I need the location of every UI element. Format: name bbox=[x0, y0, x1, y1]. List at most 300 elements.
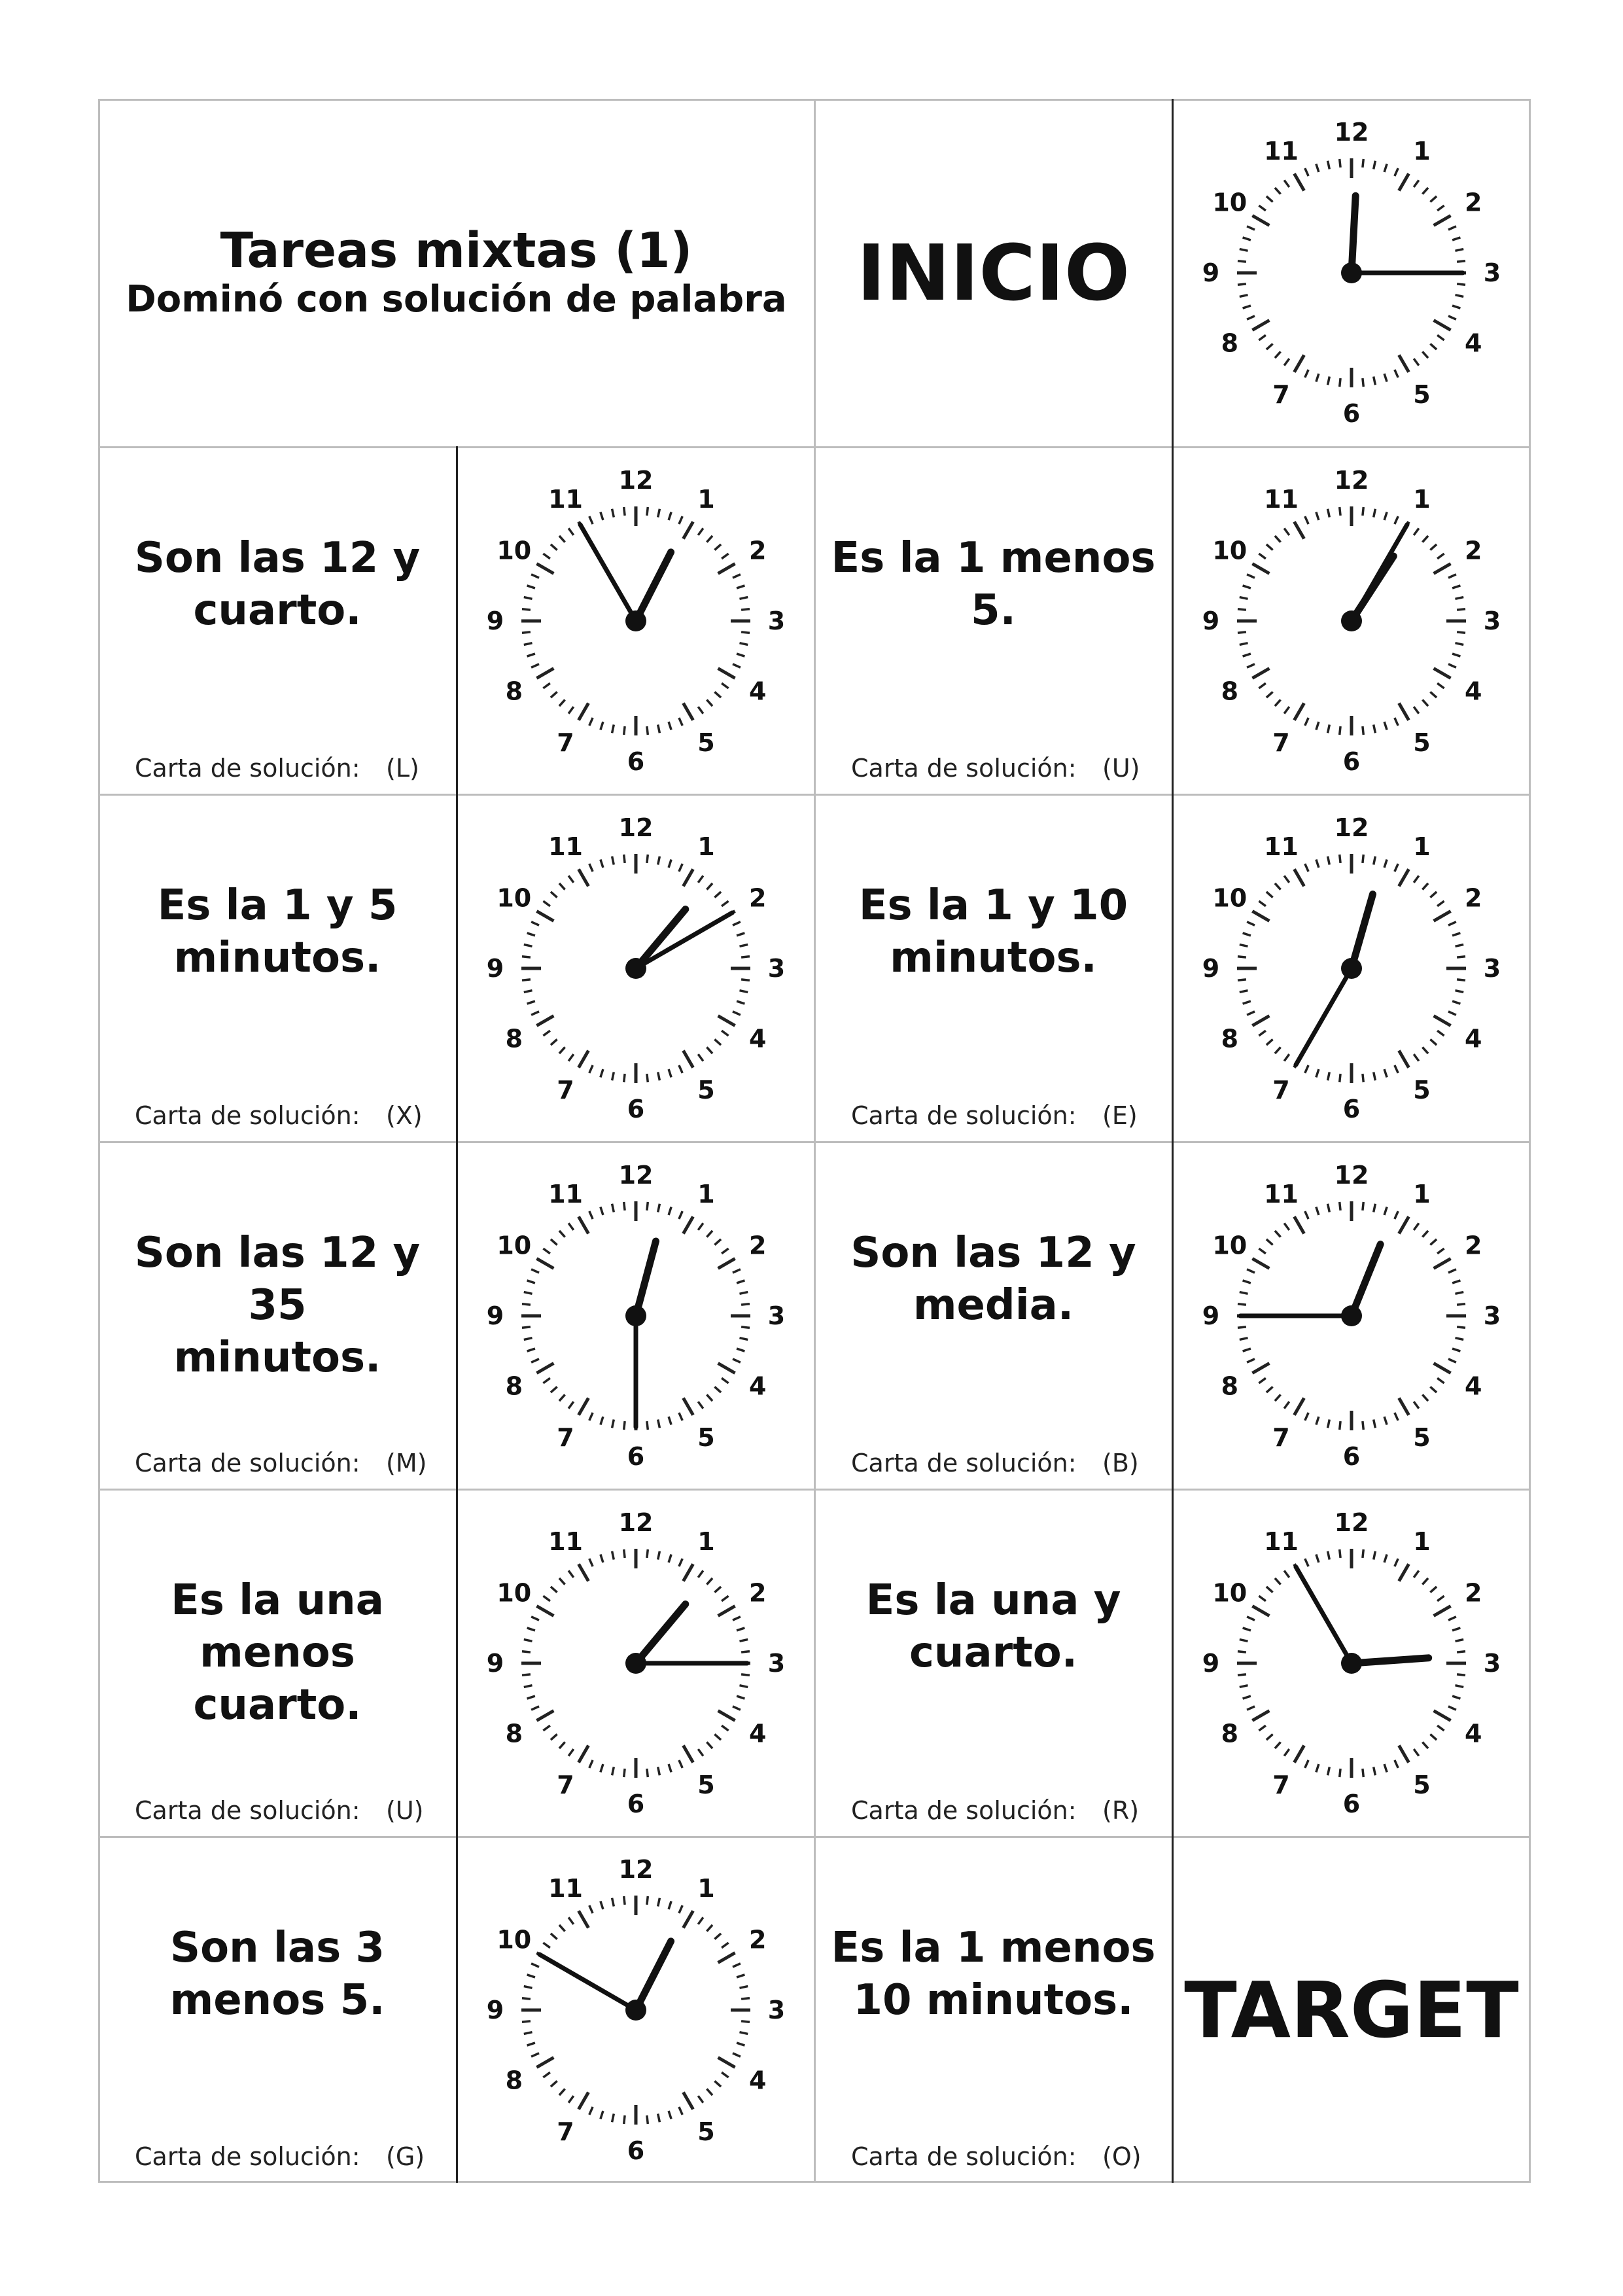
minute-tick bbox=[1374, 1203, 1376, 1212]
clock-center bbox=[1341, 1653, 1362, 1674]
minute-tick bbox=[646, 1421, 647, 1430]
minute-tick bbox=[739, 2032, 748, 2034]
minute-tick bbox=[1284, 359, 1289, 366]
minute-tick bbox=[623, 1074, 624, 1082]
minute-tick bbox=[1305, 370, 1308, 378]
minute-tick bbox=[1328, 856, 1330, 864]
solution-label: Carta de solución: bbox=[851, 1101, 1077, 1130]
hour-tick bbox=[1252, 668, 1269, 678]
minute-tick bbox=[733, 1011, 741, 1014]
clock-center bbox=[1341, 262, 1362, 283]
minute-tick bbox=[1437, 1725, 1444, 1731]
dial-number: 3 bbox=[1483, 258, 1501, 287]
minute-tick bbox=[1384, 722, 1387, 730]
clock-face bbox=[466, 1146, 806, 1486]
minute-tick bbox=[623, 1896, 624, 1905]
minute-tick bbox=[531, 1269, 539, 1272]
minute-tick bbox=[1437, 205, 1444, 211]
minute-tick bbox=[669, 1764, 671, 1772]
start-label: INICIO bbox=[856, 228, 1130, 318]
hour-tick bbox=[1252, 321, 1269, 330]
minute-tick bbox=[669, 1069, 671, 1077]
hour-hand bbox=[1352, 1244, 1380, 1315]
minute-tick bbox=[600, 1207, 602, 1214]
dial-number: 11 bbox=[548, 1179, 583, 1209]
minute-tick bbox=[522, 956, 531, 957]
hour-hand bbox=[636, 1241, 656, 1316]
minute-tick bbox=[612, 1898, 614, 1906]
minute-tick bbox=[722, 901, 729, 906]
hour-hand bbox=[636, 1941, 671, 2009]
minute-tick bbox=[1456, 643, 1464, 645]
domino-left-clock-5 bbox=[457, 1837, 814, 2183]
clock-center bbox=[625, 1653, 646, 1674]
minute-tick bbox=[1422, 351, 1428, 358]
domino-left-task-2 bbox=[98, 794, 457, 1142]
minute-tick bbox=[733, 2053, 741, 2056]
minute-hand bbox=[636, 913, 732, 968]
minute-tick bbox=[714, 2081, 721, 2087]
dial-number: 10 bbox=[1212, 1578, 1248, 1607]
hour-hand bbox=[636, 552, 671, 620]
minute-tick bbox=[600, 2111, 602, 2119]
minute-tick bbox=[1452, 1280, 1460, 1282]
dial-number: 3 bbox=[767, 1648, 785, 1678]
minute-tick bbox=[698, 1402, 703, 1409]
minute-tick bbox=[1437, 335, 1444, 340]
minute-tick bbox=[669, 1901, 671, 1909]
dial-number: 3 bbox=[767, 953, 785, 983]
solution-letter: (M) bbox=[386, 1449, 427, 1477]
dial-number: 9 bbox=[1202, 1301, 1220, 1330]
minute-tick bbox=[623, 1421, 624, 1430]
minute-tick bbox=[1395, 370, 1398, 378]
minute-tick bbox=[739, 597, 748, 599]
hour-tick bbox=[536, 1363, 553, 1373]
minute-tick bbox=[1395, 1413, 1398, 1421]
minute-tick bbox=[559, 1578, 565, 1584]
minute-tick bbox=[737, 2043, 744, 2045]
minute-tick bbox=[737, 585, 744, 588]
minute-tick bbox=[589, 2107, 592, 2115]
minute-tick bbox=[1259, 1596, 1266, 1601]
minute-tick bbox=[1275, 535, 1281, 542]
hour-tick bbox=[1252, 1016, 1269, 1025]
minute-tick bbox=[1328, 1419, 1330, 1428]
minute-tick bbox=[543, 1725, 550, 1731]
minute-tick bbox=[1316, 374, 1319, 381]
minute-tick bbox=[1243, 306, 1251, 308]
hour-hand bbox=[1352, 556, 1393, 621]
hour-tick bbox=[1252, 1363, 1269, 1373]
clock-face bbox=[1181, 798, 1522, 1139]
solution-letter: (L) bbox=[386, 754, 419, 783]
minute-tick bbox=[739, 944, 748, 946]
minute-tick bbox=[1275, 883, 1281, 889]
minute-tick bbox=[1243, 932, 1251, 935]
hour-tick bbox=[718, 1016, 735, 1025]
minute-tick bbox=[722, 1031, 729, 1036]
minute-tick bbox=[1457, 631, 1465, 632]
minute-tick bbox=[1422, 1742, 1428, 1748]
minute-tick bbox=[1275, 1394, 1281, 1401]
hour-tick bbox=[536, 2057, 553, 2067]
minute-tick bbox=[623, 1202, 624, 1210]
hour-tick bbox=[1252, 563, 1269, 573]
minute-tick bbox=[733, 574, 741, 577]
minute-tick bbox=[646, 1549, 647, 1558]
minute-tick bbox=[669, 722, 671, 730]
minute-tick bbox=[1414, 1054, 1419, 1061]
minute-tick bbox=[1430, 544, 1437, 550]
minute-tick bbox=[1284, 1749, 1289, 1756]
hour-tick bbox=[1295, 355, 1304, 372]
minute-tick bbox=[1374, 724, 1376, 733]
minute-tick bbox=[733, 1358, 741, 1362]
minute-tick bbox=[600, 1417, 602, 1424]
dial-number: 7 bbox=[1272, 380, 1290, 410]
minute-tick bbox=[733, 663, 741, 667]
dial-number: 1 bbox=[1413, 136, 1431, 166]
minute-tick bbox=[589, 1413, 592, 1421]
minute-tick bbox=[1266, 544, 1273, 550]
domino-right-clock-4 bbox=[1172, 1489, 1531, 1837]
hour-tick bbox=[1399, 173, 1409, 190]
minute-tick bbox=[522, 1303, 531, 1304]
minute-tick bbox=[1452, 654, 1460, 656]
minute-tick bbox=[531, 2053, 539, 2056]
minute-tick bbox=[1395, 1065, 1398, 1073]
minute-tick bbox=[523, 1337, 532, 1339]
minute-tick bbox=[568, 528, 574, 535]
minute-tick bbox=[1284, 1054, 1289, 1061]
hour-tick bbox=[718, 1710, 735, 1720]
dial-number: 4 bbox=[748, 1024, 766, 1053]
minute-tick bbox=[1284, 528, 1289, 535]
dial-number: 5 bbox=[1413, 1075, 1431, 1104]
solution-label: Carta de solución: bbox=[851, 1449, 1077, 1477]
minute-tick bbox=[1414, 707, 1419, 714]
dial-number: 8 bbox=[1221, 1371, 1239, 1400]
minute-tick bbox=[1328, 377, 1330, 385]
hour-tick bbox=[683, 2092, 693, 2109]
minute-tick bbox=[669, 1554, 671, 1562]
minute-tick bbox=[1374, 1767, 1376, 1775]
minute-tick bbox=[550, 544, 557, 550]
dial-number: 11 bbox=[548, 1527, 583, 1556]
minute-tick bbox=[714, 544, 721, 550]
minute-tick bbox=[1452, 585, 1460, 588]
minute-tick bbox=[1395, 718, 1398, 726]
minute-tick bbox=[531, 1963, 539, 1966]
minute-tick bbox=[1374, 1072, 1376, 1080]
minute-tick bbox=[678, 1211, 682, 1219]
minute-tick bbox=[1374, 508, 1376, 517]
minute-tick bbox=[1243, 238, 1251, 240]
dial-number: 5 bbox=[1413, 380, 1431, 410]
clock-center bbox=[625, 610, 646, 631]
minute-tick bbox=[698, 528, 703, 535]
hour-tick bbox=[1434, 563, 1451, 573]
minute-tick bbox=[707, 1742, 712, 1748]
minute-tick bbox=[1414, 1402, 1419, 1409]
minute-tick bbox=[531, 574, 539, 577]
minute-tick bbox=[523, 1685, 532, 1687]
minute-tick bbox=[698, 1749, 703, 1756]
minute-tick bbox=[714, 1933, 721, 1939]
hour-tick bbox=[718, 2057, 735, 2067]
minute-tick bbox=[1384, 512, 1387, 520]
hour-tick bbox=[578, 1050, 588, 1067]
clock-center bbox=[625, 958, 646, 979]
dial-number: 4 bbox=[748, 1719, 766, 1748]
minute-tick bbox=[714, 1734, 721, 1740]
dial-number: 11 bbox=[548, 484, 583, 514]
minute-tick bbox=[1457, 261, 1465, 262]
minute-tick bbox=[550, 1386, 557, 1392]
minute-tick bbox=[543, 1943, 550, 1948]
hour-tick bbox=[1434, 216, 1451, 226]
minute-tick bbox=[1328, 161, 1330, 169]
minute-tick bbox=[568, 1917, 574, 1924]
minute-tick bbox=[1414, 528, 1419, 535]
minute-tick bbox=[657, 2113, 659, 2122]
minute-tick bbox=[669, 2111, 671, 2119]
hour-tick bbox=[1399, 703, 1409, 720]
minute-tick bbox=[646, 1896, 647, 1905]
domino-left-task-1 bbox=[98, 447, 457, 794]
hour-tick bbox=[1399, 1050, 1409, 1067]
minute-tick bbox=[714, 1386, 721, 1392]
minute-tick bbox=[739, 1639, 748, 1641]
minute-tick bbox=[737, 1974, 744, 1977]
hour-tick bbox=[683, 521, 693, 539]
minute-tick bbox=[733, 1616, 741, 1619]
domino-left-clock-3 bbox=[457, 1142, 814, 1489]
dial-number: 2 bbox=[748, 1925, 766, 1954]
minute-tick bbox=[1452, 1696, 1460, 1699]
dial-number: 4 bbox=[1464, 328, 1482, 358]
minute-tick bbox=[559, 883, 565, 889]
solution-label: Carta de solución: bbox=[135, 2142, 360, 2171]
minute-tick bbox=[1430, 1734, 1437, 1740]
minute-tick bbox=[568, 1054, 574, 1061]
dial-number: 12 bbox=[618, 465, 653, 495]
dial-number: 7 bbox=[556, 1422, 574, 1452]
minute-tick bbox=[1448, 574, 1456, 577]
minute-tick bbox=[531, 1706, 539, 1709]
minute-tick bbox=[1456, 295, 1464, 297]
minute-tick bbox=[1414, 180, 1419, 187]
dial-number: 2 bbox=[748, 883, 766, 912]
minute-tick bbox=[657, 724, 659, 733]
clock-face bbox=[1181, 451, 1522, 791]
minute-tick bbox=[739, 643, 748, 645]
minute-tick bbox=[543, 1248, 550, 1254]
dial-number: 10 bbox=[1212, 536, 1248, 565]
minute-tick bbox=[698, 875, 703, 883]
minute-tick bbox=[1456, 249, 1464, 251]
minute-tick bbox=[527, 1001, 534, 1004]
dial-number: 9 bbox=[486, 606, 504, 635]
dial-number: 8 bbox=[1221, 677, 1239, 705]
dial-number: 12 bbox=[1334, 118, 1369, 147]
minute-tick bbox=[1240, 1292, 1248, 1294]
dial-number: 7 bbox=[556, 1770, 574, 1799]
minute-tick bbox=[657, 1898, 659, 1906]
hour-tick bbox=[683, 869, 693, 886]
dial-number: 8 bbox=[505, 677, 523, 705]
minute-tick bbox=[1259, 205, 1266, 211]
minute-tick bbox=[722, 1943, 729, 1948]
minute-tick bbox=[1384, 164, 1387, 172]
minute-tick bbox=[1240, 249, 1248, 251]
minute-tick bbox=[1247, 663, 1255, 667]
dial-number: 9 bbox=[486, 953, 504, 983]
minute-tick bbox=[600, 1069, 602, 1077]
minute-tick bbox=[543, 2072, 550, 2077]
minute-tick bbox=[1275, 1230, 1281, 1237]
minute-tick bbox=[1456, 990, 1464, 992]
minute-tick bbox=[543, 1031, 550, 1036]
minute-tick bbox=[1437, 554, 1444, 559]
minute-tick bbox=[722, 2072, 729, 2077]
dial-number: 6 bbox=[1342, 1094, 1361, 1123]
minute-tick bbox=[722, 1378, 729, 1383]
minute-tick bbox=[1316, 1417, 1319, 1424]
minute-tick bbox=[678, 516, 682, 524]
minute-tick bbox=[1275, 1578, 1281, 1584]
minute-tick bbox=[1305, 1413, 1308, 1421]
title-block bbox=[98, 99, 814, 447]
minute-tick bbox=[1275, 699, 1281, 706]
minute-tick bbox=[531, 663, 539, 667]
minute-tick bbox=[1457, 284, 1465, 285]
hour-tick bbox=[1434, 1606, 1451, 1616]
hour-tick bbox=[683, 1564, 693, 1581]
minute-tick bbox=[600, 1901, 602, 1909]
hour-tick bbox=[536, 563, 553, 573]
minute-tick bbox=[657, 1203, 659, 1212]
minute-tick bbox=[1452, 1627, 1460, 1630]
domino-right-clock-3 bbox=[1172, 1142, 1531, 1489]
minute-tick bbox=[1259, 1031, 1266, 1036]
minute-tick bbox=[1422, 1230, 1428, 1237]
minute-tick bbox=[1247, 1616, 1255, 1619]
minute-tick bbox=[1328, 1072, 1330, 1080]
minute-tick bbox=[523, 1639, 532, 1641]
minute-tick bbox=[698, 1054, 703, 1061]
minute-tick bbox=[1448, 1706, 1456, 1709]
minute-tick bbox=[1266, 344, 1273, 349]
hour-tick bbox=[578, 869, 588, 886]
minute-tick bbox=[1430, 1039, 1437, 1045]
hour-tick bbox=[1434, 1016, 1451, 1025]
minute-tick bbox=[1259, 1725, 1266, 1731]
minute-tick bbox=[737, 1696, 744, 1699]
dial-number: 1 bbox=[1413, 1179, 1431, 1209]
minute-tick bbox=[1316, 1554, 1319, 1562]
minute-tick bbox=[1437, 683, 1444, 688]
dial-number: 1 bbox=[697, 832, 715, 861]
dial-number: 7 bbox=[1272, 1075, 1290, 1104]
minute-tick bbox=[589, 1211, 592, 1219]
minute-tick bbox=[1259, 1378, 1266, 1383]
dial-number: 3 bbox=[1483, 953, 1501, 983]
minute-tick bbox=[657, 508, 659, 517]
clock-face bbox=[1181, 1146, 1522, 1486]
minute-tick bbox=[1240, 1685, 1248, 1687]
minute-tick bbox=[1457, 979, 1465, 980]
minute-tick bbox=[698, 1917, 703, 1924]
minute-tick bbox=[568, 1749, 574, 1756]
minute-tick bbox=[531, 1358, 539, 1362]
minute-tick bbox=[1456, 597, 1464, 599]
hour-tick bbox=[718, 668, 735, 678]
worksheet-title: Tareas mixtas (1) bbox=[220, 222, 693, 279]
minute-tick bbox=[741, 979, 750, 980]
minute-tick bbox=[1238, 979, 1246, 980]
minute-hand bbox=[1296, 1566, 1352, 1663]
minute-tick bbox=[559, 699, 565, 706]
dial-number: 5 bbox=[1413, 1770, 1431, 1799]
minute-tick bbox=[1259, 901, 1266, 906]
minute-tick bbox=[1243, 654, 1251, 656]
dial-number: 10 bbox=[496, 1578, 531, 1607]
dial-number: 2 bbox=[748, 536, 766, 565]
hour-tick bbox=[1295, 703, 1304, 720]
clock-center bbox=[1341, 610, 1362, 631]
minute-tick bbox=[1448, 1011, 1456, 1014]
minute-tick bbox=[1457, 1303, 1465, 1304]
minute-tick bbox=[1448, 1616, 1456, 1619]
minute-tick bbox=[1316, 1207, 1319, 1214]
minute-tick bbox=[1374, 1551, 1376, 1559]
dial-number: 1 bbox=[697, 1873, 715, 1903]
dial-number: 8 bbox=[505, 2066, 523, 2094]
minute-tick bbox=[1457, 1326, 1465, 1327]
minute-tick bbox=[1316, 512, 1319, 520]
minute-tick bbox=[550, 692, 557, 698]
minute-tick bbox=[1328, 724, 1330, 733]
minute-tick bbox=[1457, 956, 1465, 957]
dial-number: 5 bbox=[697, 1770, 715, 1799]
minute-tick bbox=[589, 864, 592, 872]
minute-tick bbox=[600, 722, 602, 730]
domino-right-task-5 bbox=[814, 1837, 1172, 2183]
dial-number: 9 bbox=[486, 1648, 504, 1678]
solution-letter: (U) bbox=[386, 1796, 424, 1825]
clock-center bbox=[1341, 1305, 1362, 1326]
minute-tick bbox=[1305, 718, 1308, 726]
task-text: Es la una y cuarto. bbox=[865, 1576, 1121, 1677]
dial-number: 5 bbox=[1413, 728, 1431, 757]
minute-tick bbox=[623, 1549, 624, 1558]
dial-number: 11 bbox=[1264, 1179, 1299, 1209]
hour-hand bbox=[1352, 1657, 1429, 1663]
minute-tick bbox=[600, 1554, 602, 1562]
minute-tick bbox=[741, 1326, 750, 1327]
minute-tick bbox=[1448, 316, 1456, 319]
minute-tick bbox=[1240, 1337, 1248, 1339]
hour-tick bbox=[536, 1016, 553, 1025]
dial-number: 5 bbox=[697, 1075, 715, 1104]
dial-number: 12 bbox=[1334, 1160, 1369, 1190]
domino-right-task-3 bbox=[814, 1142, 1172, 1489]
dial-number: 1 bbox=[697, 1179, 715, 1209]
hour-tick bbox=[1295, 1398, 1304, 1415]
minute-tick bbox=[1275, 1047, 1281, 1053]
